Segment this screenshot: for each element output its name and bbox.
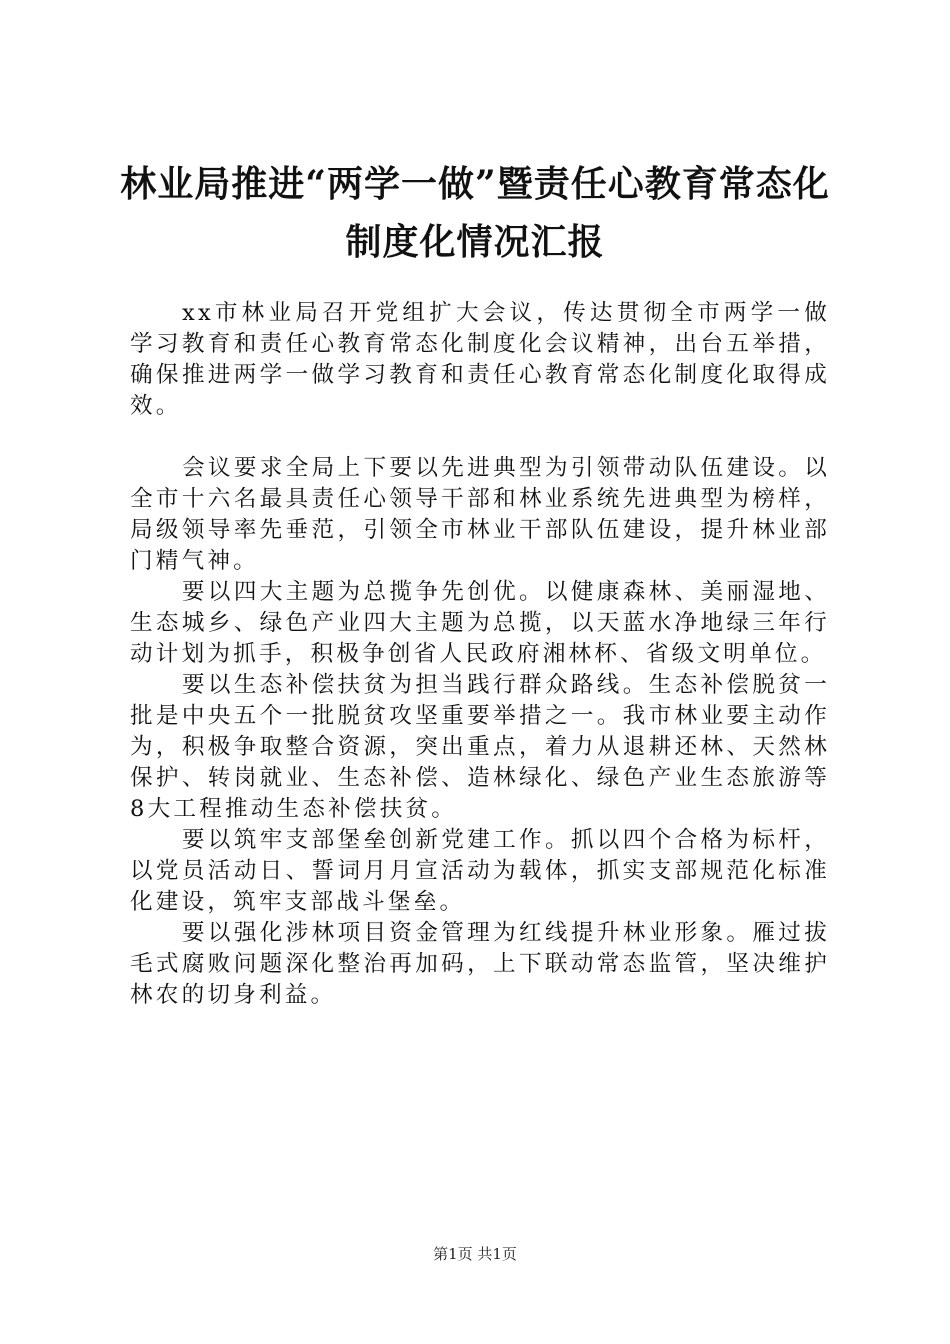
paragraph-fund-management: 要以强化涉林项目资金管理为红线提升林业形象。雁过拔毛式腐败问题深化整治再加码，上下联动常态监管，坚决维护林农的切身利益。 bbox=[130, 920, 830, 1008]
document-body bbox=[130, 298, 830, 1011]
document-title-line-2: 制度化情况汇报 bbox=[345, 221, 605, 263]
paragraph-party-branch: 要以筑牢支部堡垒创新党建工作。抓以四个合格为标杆，以党员活动日、誓词月月宣活动为载体，抓实支部规范化标准化建设，筑牢支部战斗堡垒。 bbox=[130, 827, 830, 915]
paragraph-four-themes: 要以四大主题为总揽争先创优。以健康森林、美丽湿地、生态城乡、绿色产业四大主题为总揽，以天蓝水净地绿三年行动计划为抓手，积极争创省人民政府湘林杯、省级文明单位。 bbox=[130, 579, 830, 667]
paragraph-meeting-requirement: 会议要求全局上下要以先进典型为引领带动队伍建设。以全市十六名最具责任心领导干部和林业系统先进典型为榜样，局级领导率先垂范，引领全市林业干部队伍建设，提升林业部门精气神。 bbox=[130, 455, 830, 574]
document-title-line-1: 林业局推进“两学一做”暨责任心教育常态化 bbox=[120, 163, 830, 205]
page-footer: 第1页 共1页 bbox=[433, 1245, 517, 1263]
paragraph-intro: xx市林业局召开党组扩大会议，传达贯彻全市两学一做学习教育和责任心教育常态化制度化会议精神，出台五举措，确保推进两学一做学习教育和责任心教育常态化制度化取得成效。 bbox=[130, 300, 830, 419]
paragraph-ecological-compensation: 要以生态补偿扶贫为担当践行群众路线。生态补偿脱贫一批是中央五个一批脱贫攻坚重要举措之一。我市林业要主动作为，积极争取整合资源，突出重点，着力从退耕还林、天然林保护、转岗就业、生态补偿、造林绿化、绿色产业生态旅游等8大工程推动生态补偿扶贫。 bbox=[130, 672, 830, 822]
